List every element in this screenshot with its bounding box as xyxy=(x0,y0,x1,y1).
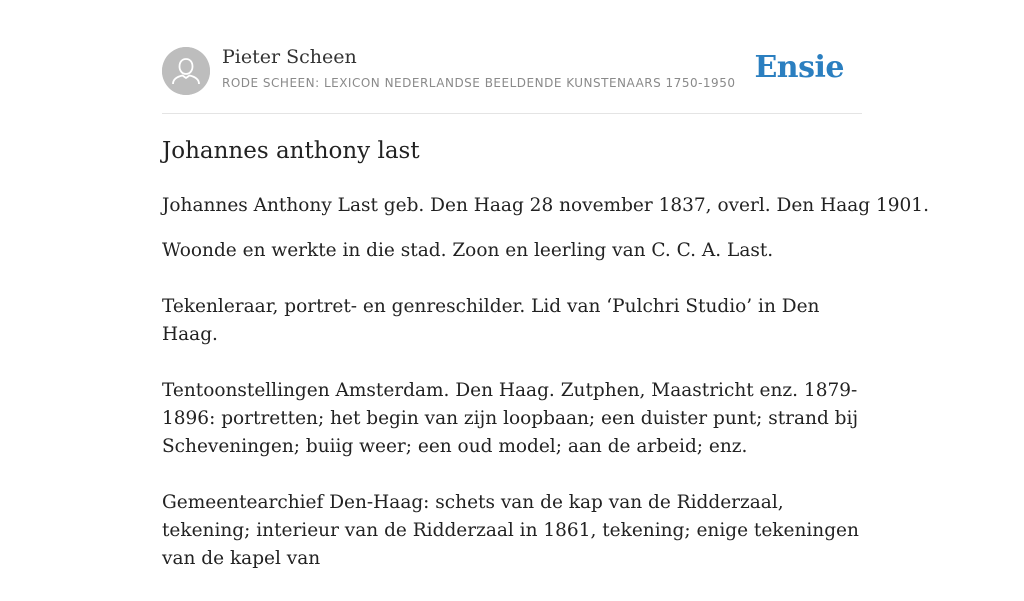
article-paragraph: Tekenleraar, portret- en genreschilder. Lid van ‘Pulchri Studio’ in Den Haag. xyxy=(162,296,820,345)
source-title[interactable]: RODE SCHEEN: LEXICON NEDERLANDSE BEELDENDE KUNSTENAARS 1750-1950 xyxy=(222,76,736,90)
author-avatar[interactable] xyxy=(162,47,210,95)
article-title: Johannes anthony last xyxy=(162,138,420,164)
article-header xyxy=(162,46,862,96)
ensie-logo[interactable]: Ensie xyxy=(754,50,844,85)
article-paragraph: Gemeentearchief Den-Haag: schets van de kap van de Ridderzaal, tekening; interieur van de Ridderzaal in 1861, tekening; enige tekeningen van de kapel van xyxy=(162,492,859,569)
article-body xyxy=(162,237,862,601)
author-name[interactable]: Pieter Scheen xyxy=(222,46,357,68)
article-paragraph: Woonde en werkte in die stad. Zoon en leerling van C. C. A. Last. xyxy=(162,240,774,261)
header-divider xyxy=(162,113,862,114)
article-lead: Johannes Anthony Last geb. Den Haag 28 november 1837, overl. Den Haag 1901. xyxy=(162,195,929,216)
article-paragraph: Tentoonstellingen Amsterdam. Den Haag. Zutphen, Maastricht enz. 1879-1896: portretten; het begin van zijn loopbaan; een duister punt; strand bij Scheveningen; buiig weer; een oud model; aan de arbeid; enz. xyxy=(162,380,859,457)
user-silhouette-icon xyxy=(162,47,210,95)
